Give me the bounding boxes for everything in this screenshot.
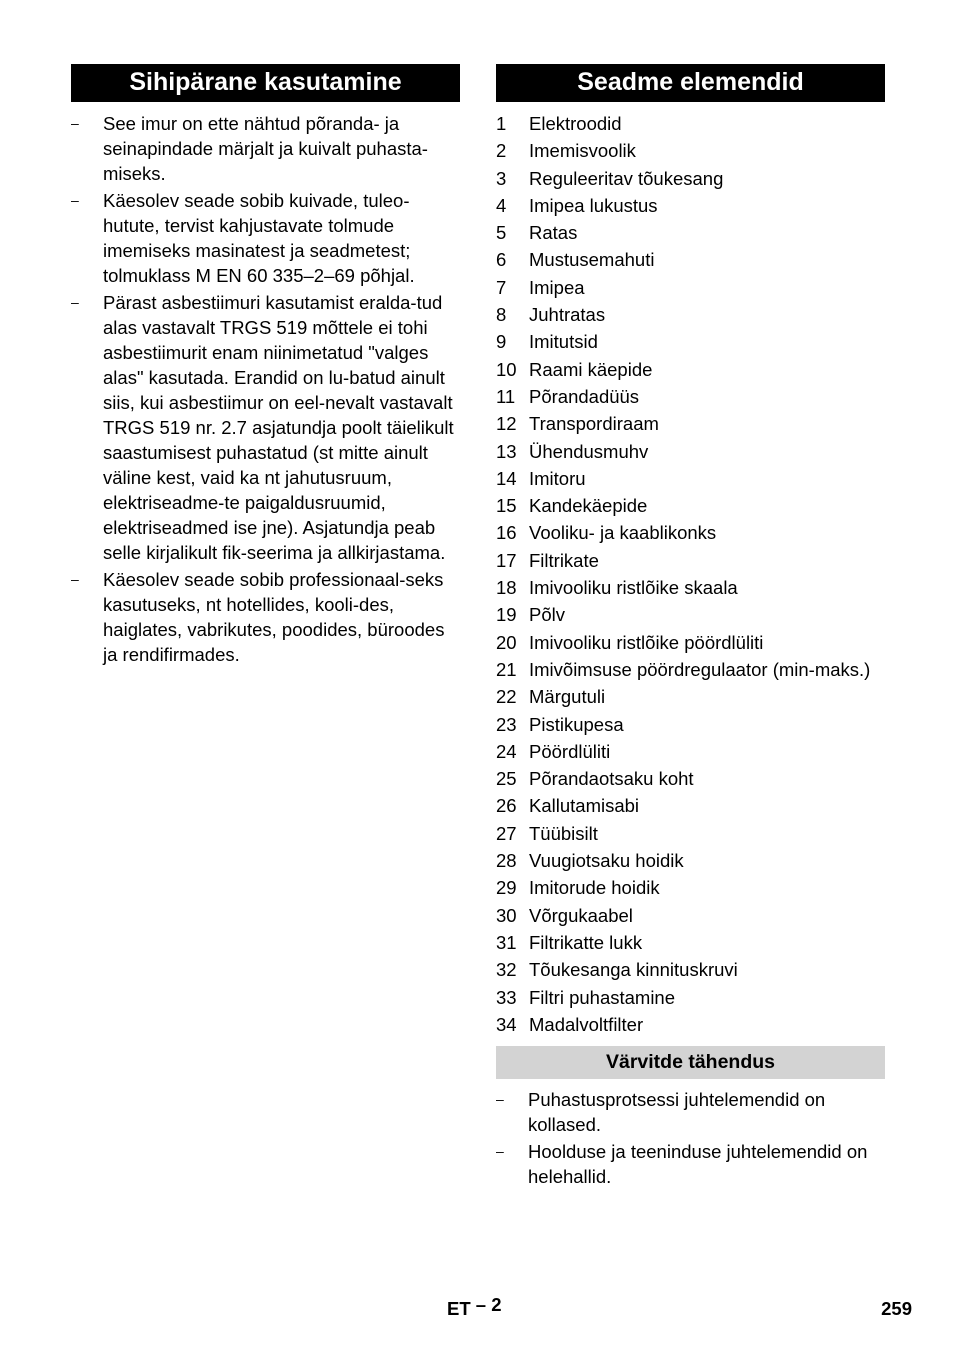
element-item	[496, 875, 885, 900]
element-item	[496, 357, 885, 382]
element-number: 10	[496, 358, 517, 380]
list-item: – Käesolev seade sobib kuivade, tuleo-hutute, tervist kahjustavate tolmude imemiseks masinatest ja seadmetest; tolmuklass M EN 60 335–2–69 põhjal.	[71, 190, 415, 286]
element-item	[496, 766, 885, 791]
element-item	[496, 329, 885, 354]
element-item	[496, 302, 885, 327]
element-number: 19	[496, 604, 517, 626]
element-item	[496, 548, 885, 573]
list-item: – Käesolev seade sobib professionaal-seks kasutuseks, nt hotellides, kooli-des, haiglates, vabrikutes, poodides, büroodes ja rendifirmades.	[71, 569, 445, 665]
element-item	[496, 275, 885, 300]
element-item	[496, 793, 885, 818]
element-label: Elektroodid	[529, 113, 622, 134]
dash-bullet-icon: –	[71, 115, 79, 131]
element-label: Imivõimsuse pöördregulaator (min-maks.)	[529, 658, 871, 680]
element-label: Vooliku- ja kaablikonks	[529, 522, 717, 544]
element-item	[496, 411, 885, 436]
element-label: Raami käepide	[529, 358, 653, 380]
element-label: Kallutamisabi	[529, 795, 640, 817]
page-number: 259	[881, 1298, 912, 1319]
element-number: 18	[496, 577, 517, 599]
intended-use-list	[71, 111, 460, 667]
element-number: 28	[496, 850, 517, 872]
element-label: Imipea lukustus	[529, 194, 658, 216]
element-label: Madalvoltfilter	[529, 1013, 644, 1035]
element-label: Juhtratas	[529, 304, 606, 326]
element-item	[496, 384, 885, 409]
element-label: Mustusemahuti	[529, 249, 655, 271]
element-number: 12	[496, 413, 517, 435]
device-elements-list	[496, 111, 885, 1037]
element-number: 27	[496, 822, 517, 844]
element-number: 8	[496, 304, 507, 326]
dash-bullet-icon: –	[496, 1090, 504, 1107]
element-number: 32	[496, 959, 517, 981]
element-number: 33	[496, 986, 517, 1008]
element-label: Ratas	[529, 222, 578, 244]
element-label: Filtrikatte lukk	[529, 931, 643, 953]
element-number: 25	[496, 768, 517, 790]
element-item	[496, 930, 885, 955]
element-number: 6	[496, 249, 507, 271]
element-label: Imivooliku ristlõike skaala	[529, 577, 738, 599]
element-item	[496, 712, 885, 737]
element-number: 13	[496, 440, 517, 462]
element-number: 22	[496, 686, 517, 708]
element-label: Põrandadüüs	[529, 385, 640, 407]
element-number: 31	[496, 931, 517, 953]
element-item	[496, 630, 885, 655]
element-number: 16	[496, 522, 517, 544]
footer-language: ET	[447, 1298, 471, 1319]
element-number: 1	[496, 113, 507, 134]
element-label: Reguleeritav tõukesang	[529, 167, 724, 189]
element-number: 26	[496, 795, 517, 817]
element-label: Kandekäepide	[529, 495, 648, 517]
element-item	[496, 657, 885, 682]
element-label: Imitutsid	[529, 331, 598, 353]
element-item	[496, 821, 885, 846]
section-heading-device-elements: Seadme elemendid	[496, 64, 885, 102]
element-number: 3	[496, 167, 507, 189]
section-subheading-color-meaning: Värvitde tähendus	[496, 1046, 885, 1079]
element-item	[496, 111, 885, 136]
dash-bullet-icon: –	[496, 1142, 504, 1159]
element-item	[496, 739, 885, 764]
element-item	[496, 848, 885, 873]
dash-bullet-icon: –	[71, 192, 79, 208]
element-item	[496, 985, 885, 1010]
footer-language-section	[447, 1294, 502, 1320]
list-item: – See imur on ette nähtud põranda- ja seinapindade märjalt ja kuivalt puhasta-miseks.	[71, 113, 428, 184]
element-label: Pöördlüliti	[529, 740, 611, 762]
element-label: Filtri puhastamine	[529, 986, 676, 1008]
element-item	[496, 602, 885, 627]
dash-bullet-icon: –	[71, 571, 79, 587]
element-label: Transpordiraam	[529, 413, 659, 435]
color-meaning-list	[496, 1087, 885, 1189]
element-number: 9	[496, 331, 507, 353]
element-number: 34	[496, 1013, 517, 1035]
element-item	[496, 466, 885, 491]
element-number: 24	[496, 740, 517, 762]
element-label: Imitorude hoidik	[529, 877, 660, 899]
element-label: Imemisvoolik	[529, 140, 636, 162]
element-label: Filtrikate	[529, 549, 599, 571]
list-item: – Hoolduse ja teeninduse juhtelemendid on helehallid.	[496, 1140, 868, 1187]
element-label: Imivooliku ristlõike pöördlüliti	[529, 631, 764, 653]
left-column	[71, 64, 460, 669]
element-number: 20	[496, 631, 517, 653]
section-heading-intended-use: Sihipärane kasutamine	[71, 64, 460, 102]
element-item	[496, 903, 885, 928]
element-label: Vuugiotsaku hoidik	[529, 850, 684, 872]
element-number: 15	[496, 495, 517, 517]
element-label: Imitoru	[529, 467, 586, 489]
element-item	[496, 166, 885, 191]
element-number: 2	[496, 140, 507, 162]
element-number: 17	[496, 549, 517, 571]
element-item	[496, 247, 885, 272]
element-number: 14	[496, 467, 517, 489]
element-item	[496, 439, 885, 464]
element-number: 29	[496, 877, 517, 899]
right-column	[496, 64, 885, 1191]
element-label: Ühendusmuhv	[529, 440, 649, 462]
element-item	[496, 575, 885, 600]
element-number: 23	[496, 713, 517, 735]
element-number: 21	[496, 658, 517, 680]
element-label: Põrandaotsaku koht	[529, 768, 694, 790]
element-label: Imipea	[529, 276, 585, 298]
element-label: Põlv	[529, 604, 565, 626]
element-item	[496, 1012, 885, 1037]
element-item	[496, 520, 885, 545]
element-item	[496, 684, 885, 709]
element-item	[496, 220, 885, 245]
element-label: Märgutuli	[529, 686, 606, 708]
list-item: – Pärast asbestiimuri kasutamist eralda-tud alas vastavalt TRGS 519 mõttele ei tohi asbestiimurit enam niinimetatud "valges alas" kasutada. Erandid on lu-batud ainult siis, kui asbestiimur on eel-nevalt vastavalt TRGS 519 nr. 2.7 asjatundja poolt täielikult saastumisest puhastatud (st mitte ainult väline kest, vaid ka nt jahutusruum, elektriseadme-te paigaldusruumid, elektriseadmed ise jne). Asjatundja peab selle kirjalikult fik-seerima ja allkirjastama.	[71, 292, 454, 563]
element-item	[496, 193, 885, 218]
element-label: Pistikupesa	[529, 713, 624, 735]
element-number: 11	[496, 385, 516, 407]
element-label: Tüübisilt	[529, 822, 598, 844]
list-item: – Puhastusprotsessi juhtelemendid on kollased.	[496, 1088, 826, 1135]
footer-section-number: – 2	[475, 1294, 502, 1315]
element-item	[496, 957, 885, 982]
element-number: 5	[496, 222, 507, 244]
element-item	[496, 493, 885, 518]
element-number: 4	[496, 194, 507, 216]
dash-bullet-icon: –	[71, 294, 79, 310]
element-number: 7	[496, 276, 507, 298]
element-label: Tõukesanga kinnituskruvi	[529, 959, 738, 981]
element-label: Võrgukaabel	[529, 904, 633, 926]
element-number: 30	[496, 904, 517, 926]
element-item	[496, 138, 885, 163]
